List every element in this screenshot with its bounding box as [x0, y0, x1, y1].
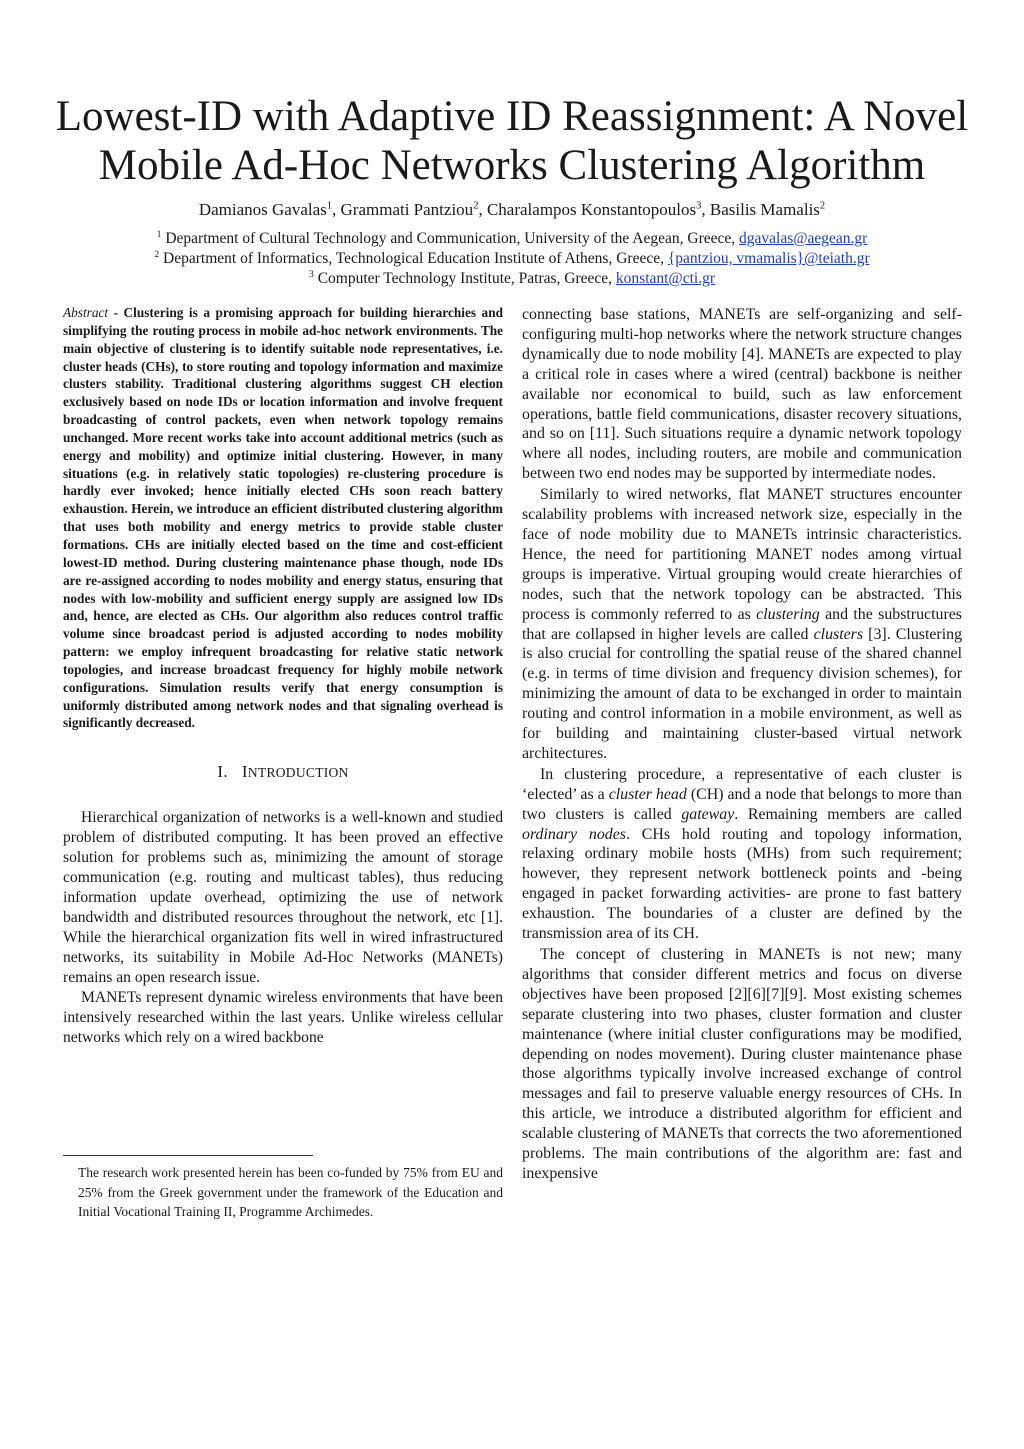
affiliation-line: [40, 249, 984, 269]
body-paragraph: Hierarchical organization of networks is a well-known and studied problem of distributed computing. It has been proved an effective solution for problems such as, minimizing the amount of storage communication (e.g. routing and multicast tables), thus reducing information update overhead, optimizing the use of network bandwidth and distributed resources throughout the network, etc [1]. While the hierarchical organization fits well in wired infrastructured networks, its suitability in Mobile Ad-Hoc Networks (MANETs) remains an open research issue.: [63, 809, 503, 986]
term-emphasis: clusters: [813, 625, 864, 643]
body-paragraph: [522, 765, 962, 944]
paper-title: [40, 92, 984, 190]
term-emphasis: cluster head: [608, 785, 687, 803]
text-run: (CH) and a node that belongs to more than two clusters is called: [522, 785, 962, 823]
body-paragraph: The concept of clustering in MANETs is not new; many algorithms that consider different metrics and focus on diverse objectives have been proposed [2][6][7][9]. Most existing schemes separate clustering into two phases, cluster formation and cluster maintenance (where initial cluster configurations may be modified, depending on nodes movement). During cluster maintenance phase those algorithms typically involve increased exchange of control messages and fail to preserve valuable energy resources of CHs. In this article, we introduce a distributed algorithm for efficient and scalable clustering of MANETs that corrects the two aforementioned problems. The main contributions of the algorithm are: fast and inexpensive: [522, 946, 962, 1182]
affiliation-mark: 2: [154, 248, 160, 260]
affiliation-line: [40, 269, 984, 289]
author-affiliation-mark: 2: [473, 200, 479, 212]
text-run: and the substructures that are collapsed in higher levels are called: [522, 605, 962, 643]
footnote: The research work presented herein has been co-funded by 75% from EU and 25% from the Greek government under the framework of the Education and Initial Vocational Training II, Programme Archimedes.: [78, 1165, 503, 1220]
affiliation-text: Computer Technology Institute, Patras, Greece,: [317, 270, 616, 287]
left-column: [63, 304, 503, 1048]
author-affiliation-mark: 2: [819, 200, 826, 212]
term-emphasis: clustering: [756, 605, 820, 623]
affiliation-mark: 1: [156, 228, 162, 240]
text-run: Similarly to wired networks, flat MANET structures encounter scalability problems with increased network size, especially in the face of node mobility due to MANETs intrinsic characteristics. Hence, the need for partitioning MANET nodes among virtual groups is imperative. Virtual grouping would create hierarchies of nodes, such that the network topology can be abstracted. This process is commonly referred to as: [522, 486, 962, 623]
text-run: . Remaining members are called: [734, 805, 962, 823]
affiliation-line: [40, 229, 984, 249]
body-paragraph: connecting base stations, MANETs are self-organizing and self-configuring multi-hop networks where the network structure changes dynamically due to node mobility [4]. MANETs are expected to play a critical role in cases where a wired (central) backbone is neither available nor economical to build, such as law enforcement operations, battle field communications, disaster recovery situations, and so on [11]. Such situations require a dynamic network topology where all nodes, including routers, are mobile and communication between two end nodes may be supported by intermediate nodes.: [522, 306, 962, 483]
title-line-1: Lowest-ID with Adaptive ID Reassignment: A Novel: [55, 93, 969, 140]
author-affiliation-mark: 3: [696, 200, 702, 212]
text-run: In clustering procedure, a representative of each cluster is ‘elected’ as a: [522, 765, 962, 803]
affiliation-list: [40, 229, 984, 289]
body-paragraph: [522, 485, 962, 764]
term-emphasis: ordinary nodes: [522, 825, 626, 843]
affiliation-mark: 3: [309, 268, 314, 280]
right-column: [522, 305, 962, 1184]
abstract-label: Abstract: [63, 305, 109, 320]
section-title-initial: I: [241, 762, 248, 782]
author-name: Charalampos Konstantopoulos: [486, 200, 697, 219]
abstract: [63, 304, 503, 732]
email-link[interactable]: konstant@cti.gr: [615, 270, 715, 287]
term-emphasis: gateway: [681, 805, 735, 823]
affiliation-text: Department of Cultural Technology and Communication, University of the Aegean, Greece,: [165, 230, 740, 247]
body-paragraph: MANETs represent dynamic wireless environments that have been intensively researched within the last years. Unlike wireless cellular networks which rely on a wired backbone: [63, 989, 503, 1047]
author-name: Basilis Mamalis: [709, 200, 820, 219]
author-name: Damianos Gavalas: [198, 200, 327, 219]
text-run: [3]. Clustering is also crucial for controlling the spatial reuse of the shared channel (e.g. in terms of time division and frequency division schemes), for minimizing the amount of data to be exchanged in order to maintain routing and control information in a mobile environment, as well as for building and maintaining cluster-based virtual network architectures.: [522, 625, 963, 762]
abstract-text: - Clustering is a promising approach for building hierarchies and simplifying the routing process in mobile ad-hoc network environments. The main objective of clustering is to identify suitable node representatives, i.e. cluster heads (CHs), to store routing and topology information and maximize clusters stability. Traditional clustering algorithms suggest CH election exclusively based on node IDs or location information and involve frequent broadcasting of control packets, even when network topology remains unchanged. More recent works take into account additional metrics (such as energy and mobility) and optimize initial clustering. However, in many situations (e.g. in relatively static topologies) re-clustering procedure is hardly ever invoked; hence initially elected CHs soon reach battery exhaustion. Herein, we introduce an efficient distributed clustering algorithm that uses both mobility and energy metrics to provide stable cluster formations. CHs are initially elected based on the time and cost-efficient lowest-ID method. During clustering maintenance phase though, node IDs are re-assigned according to nodes mobility and energy status, ensuring that nodes with low-mobility and sufficient energy supply are assigned low IDs and, hence, are elected as CHs. Our algorithm also reduces control traffic volume since broadcast period is adjusted according to nodes mobility pattern: we employ infrequent broadcasting for relative static network topologies, and increase broadcast frequency for highly mobile network configurations. Simulation results verify that energy consumption is uniformly distributed among network nodes and that signaling overhead is significantly decreased.: [63, 305, 503, 731]
title-line-2: Mobile Ad-Hoc Networks Clustering Algorithm: [98, 142, 926, 189]
section-number: I.: [217, 762, 228, 782]
section-title-rest: NTRODUCTION: [247, 765, 349, 781]
footnote-divider: [63, 1155, 313, 1156]
email-link[interactable]: {pantziou, vmamalis}@teiath.gr: [667, 250, 870, 267]
author-name: Grammati Pantziou: [340, 200, 474, 219]
author-affiliation-mark: 1: [326, 200, 333, 212]
author-list: Damianos Gavalas$^1$, Grammati Pantziou$^2$, Charalampos Konstantopoulos$^3$, Basilis Mamalis$^2$: [198, 200, 826, 219]
text-run: . CHs hold routing and topology information, relaxing ordinary mobile hosts (MHs) from such requirement; however, they represent network bottleneck points and -being engaged in packet forwarding activities- are prone to fast battery exhaustion. The boundaries of a cluster are defined by the transmission area of its CH.: [522, 825, 962, 943]
section-heading-introduction: [63, 762, 503, 783]
email-link[interactable]: dgavalas@aegean.gr: [739, 230, 868, 247]
affiliation-text: Department of Informatics, Technological Education Institute of Athens, Greece,: [163, 250, 668, 267]
